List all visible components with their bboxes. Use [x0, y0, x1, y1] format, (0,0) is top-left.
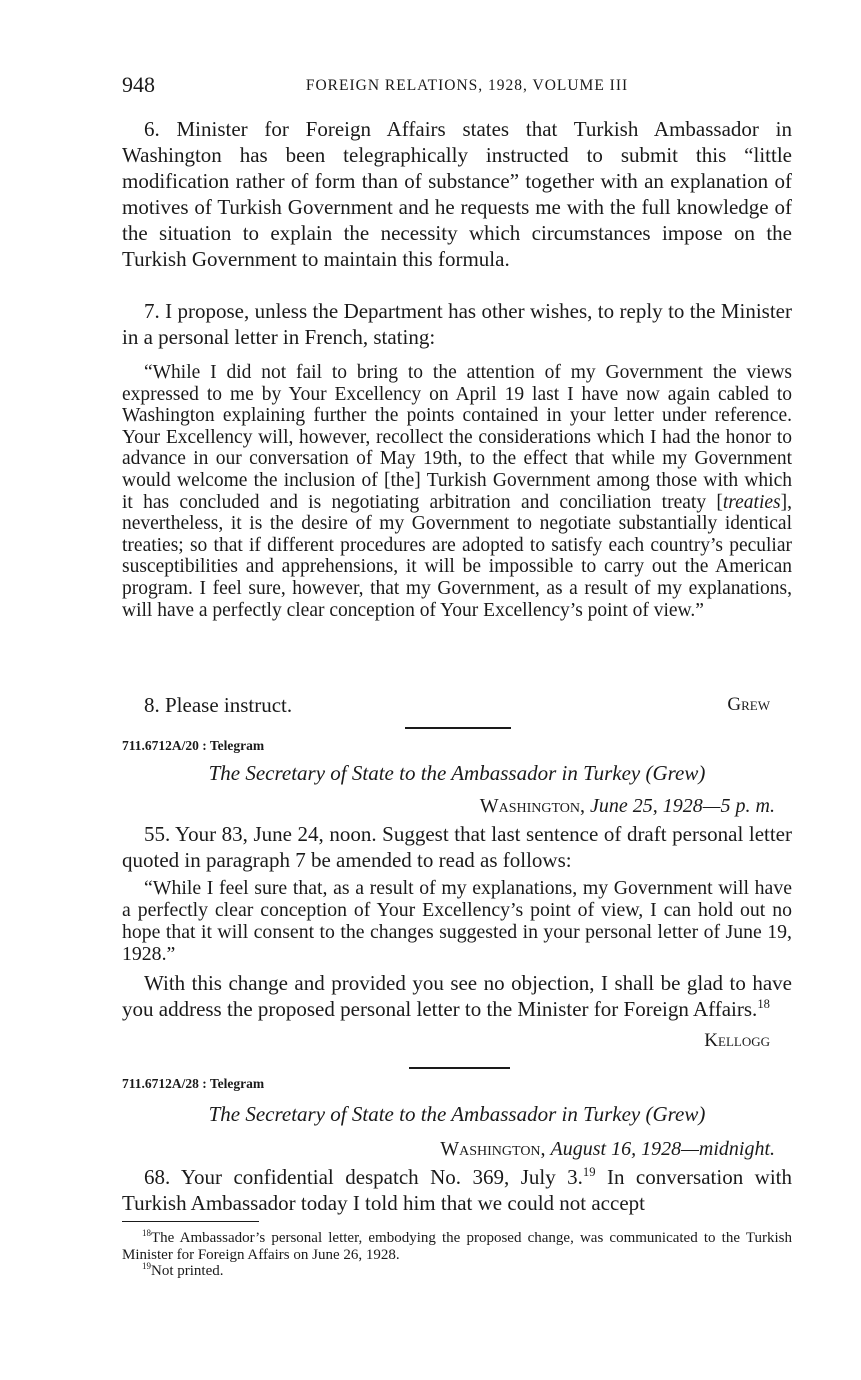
page-number: 948 [122, 72, 155, 97]
paragraph-7 [122, 298, 792, 350]
footnote-ref-19: 19 [582, 1165, 596, 1179]
quoted-letter [122, 362, 792, 621]
footnote-19: $^{19}$Not printed. [142, 1261, 224, 1279]
closing-paragraph-text: With this change and provided you see no objection, I shall be glad to have you address the proposed personal letter to the Minister for Foreign Affairs.$^{18}$ [122, 971, 792, 1021]
page-header [122, 72, 792, 102]
file-reference: 711.6712A/20 : Telegram [122, 738, 265, 753]
amended-sentence [122, 877, 792, 965]
paragraph-7-text: 7. I propose, unless the Department has other wishes, to reply to the Minister in a personal letter in French, stating: [122, 299, 792, 349]
quote-part-1: “While I did not fail to bring to the attention of my Government the views expressed to me by Your Excellency on April 19 last I have now again cabled to Washington explaining further the points contained in your letter under reference. Your Excellency will, however, recollect the considerations which I had the honor to advance in our conversation of May 19th, to the effect that while my Government would welcome the inclusion of [the] Turkish Government among those with which it has concluded and is negotiating arbitration and conciliation treaty [ [122, 362, 792, 513]
dateline: Washington, June 25, 1928—5 p. m. [479, 795, 775, 817]
footnote-ref-18: 18 [757, 997, 770, 1011]
quote-part-2: ], nevertheless, it is the desire of my Government to negotiate substantially identical treaties; so that if different procedures are adopted to satisfy each country’s peculiar susceptibilities and apprehensions, it will be impossible to carry out the American program. I feel sure, however, that my Government, as a result of my explanations, will have a perfectly clear conception of Your Excellency’s point of view.” [122, 491, 792, 621]
closing-paragraph [122, 970, 792, 1051]
file-reference: 711.6712A/28 : Telegram [122, 1076, 265, 1091]
footnote-18: $^{18}$The Ambassador’s personal letter, embodying the proposed change, was communicated to the Turkish Minister for Foreign Affairs on June 26, 1928. [122, 1228, 792, 1263]
footnote-rule [122, 1221, 259, 1222]
paragraph-68-text: 68. Your confidential despatch No. 369, July 3.19 In conversation with Turkish Ambassador today I told him that we could not accept [122, 1165, 792, 1215]
paragraph-8-text: 8. Please instruct. [144, 693, 293, 717]
footnotes [122, 1230, 792, 1280]
paragraph-55 [122, 821, 792, 873]
section-divider [409, 1067, 510, 1069]
quote-italic: treaties [722, 491, 781, 513]
document-title: The Secretary of State to the Ambassador in Turkey (Grew) [208, 1102, 706, 1126]
paragraph-55-text: 55. Your 83, June 24, noon. Suggest that last sentence of draft personal letter quoted in paragraph 7 be amended to read as follows: [122, 822, 792, 872]
running-head: FOREIGN RELATIONS, 1928, VOLUME III [305, 77, 629, 94]
paragraph-8 [122, 692, 792, 718]
paragraph-6 [122, 116, 792, 272]
paragraph-68 [122, 1164, 792, 1216]
paragraph-6-text: 6. Minister for Foreign Affairs states that Turkish Ambassador in Washington has been telegraphically instructed to submit this “little modification rather of form than of substance” together with an explanation of motives of Turkish Government and he requests me with the full knowledge of the situation to explain the necessity which circumstances impose on the Turkish Government to maintain this formula. [122, 117, 792, 271]
dateline: Washington, August 16, 1928—midnight. [440, 1138, 775, 1160]
quoted-letter-text [122, 362, 792, 621]
document-title: The Secretary of State to the Ambassador in Turkey (Grew) [208, 761, 706, 785]
section-divider [405, 727, 511, 729]
signature-grew: Grew [727, 694, 770, 715]
signature-kellogg: Kellogg [704, 1030, 770, 1051]
amended-sentence-text: “While I feel sure that, as a result of my explanations, my Government will have a perfectly clear conception of Your Excellency’s point of view, I can hold out no hope that it will consent to the changes suggested in your personal letter of June 19, 1928.” [122, 877, 792, 965]
